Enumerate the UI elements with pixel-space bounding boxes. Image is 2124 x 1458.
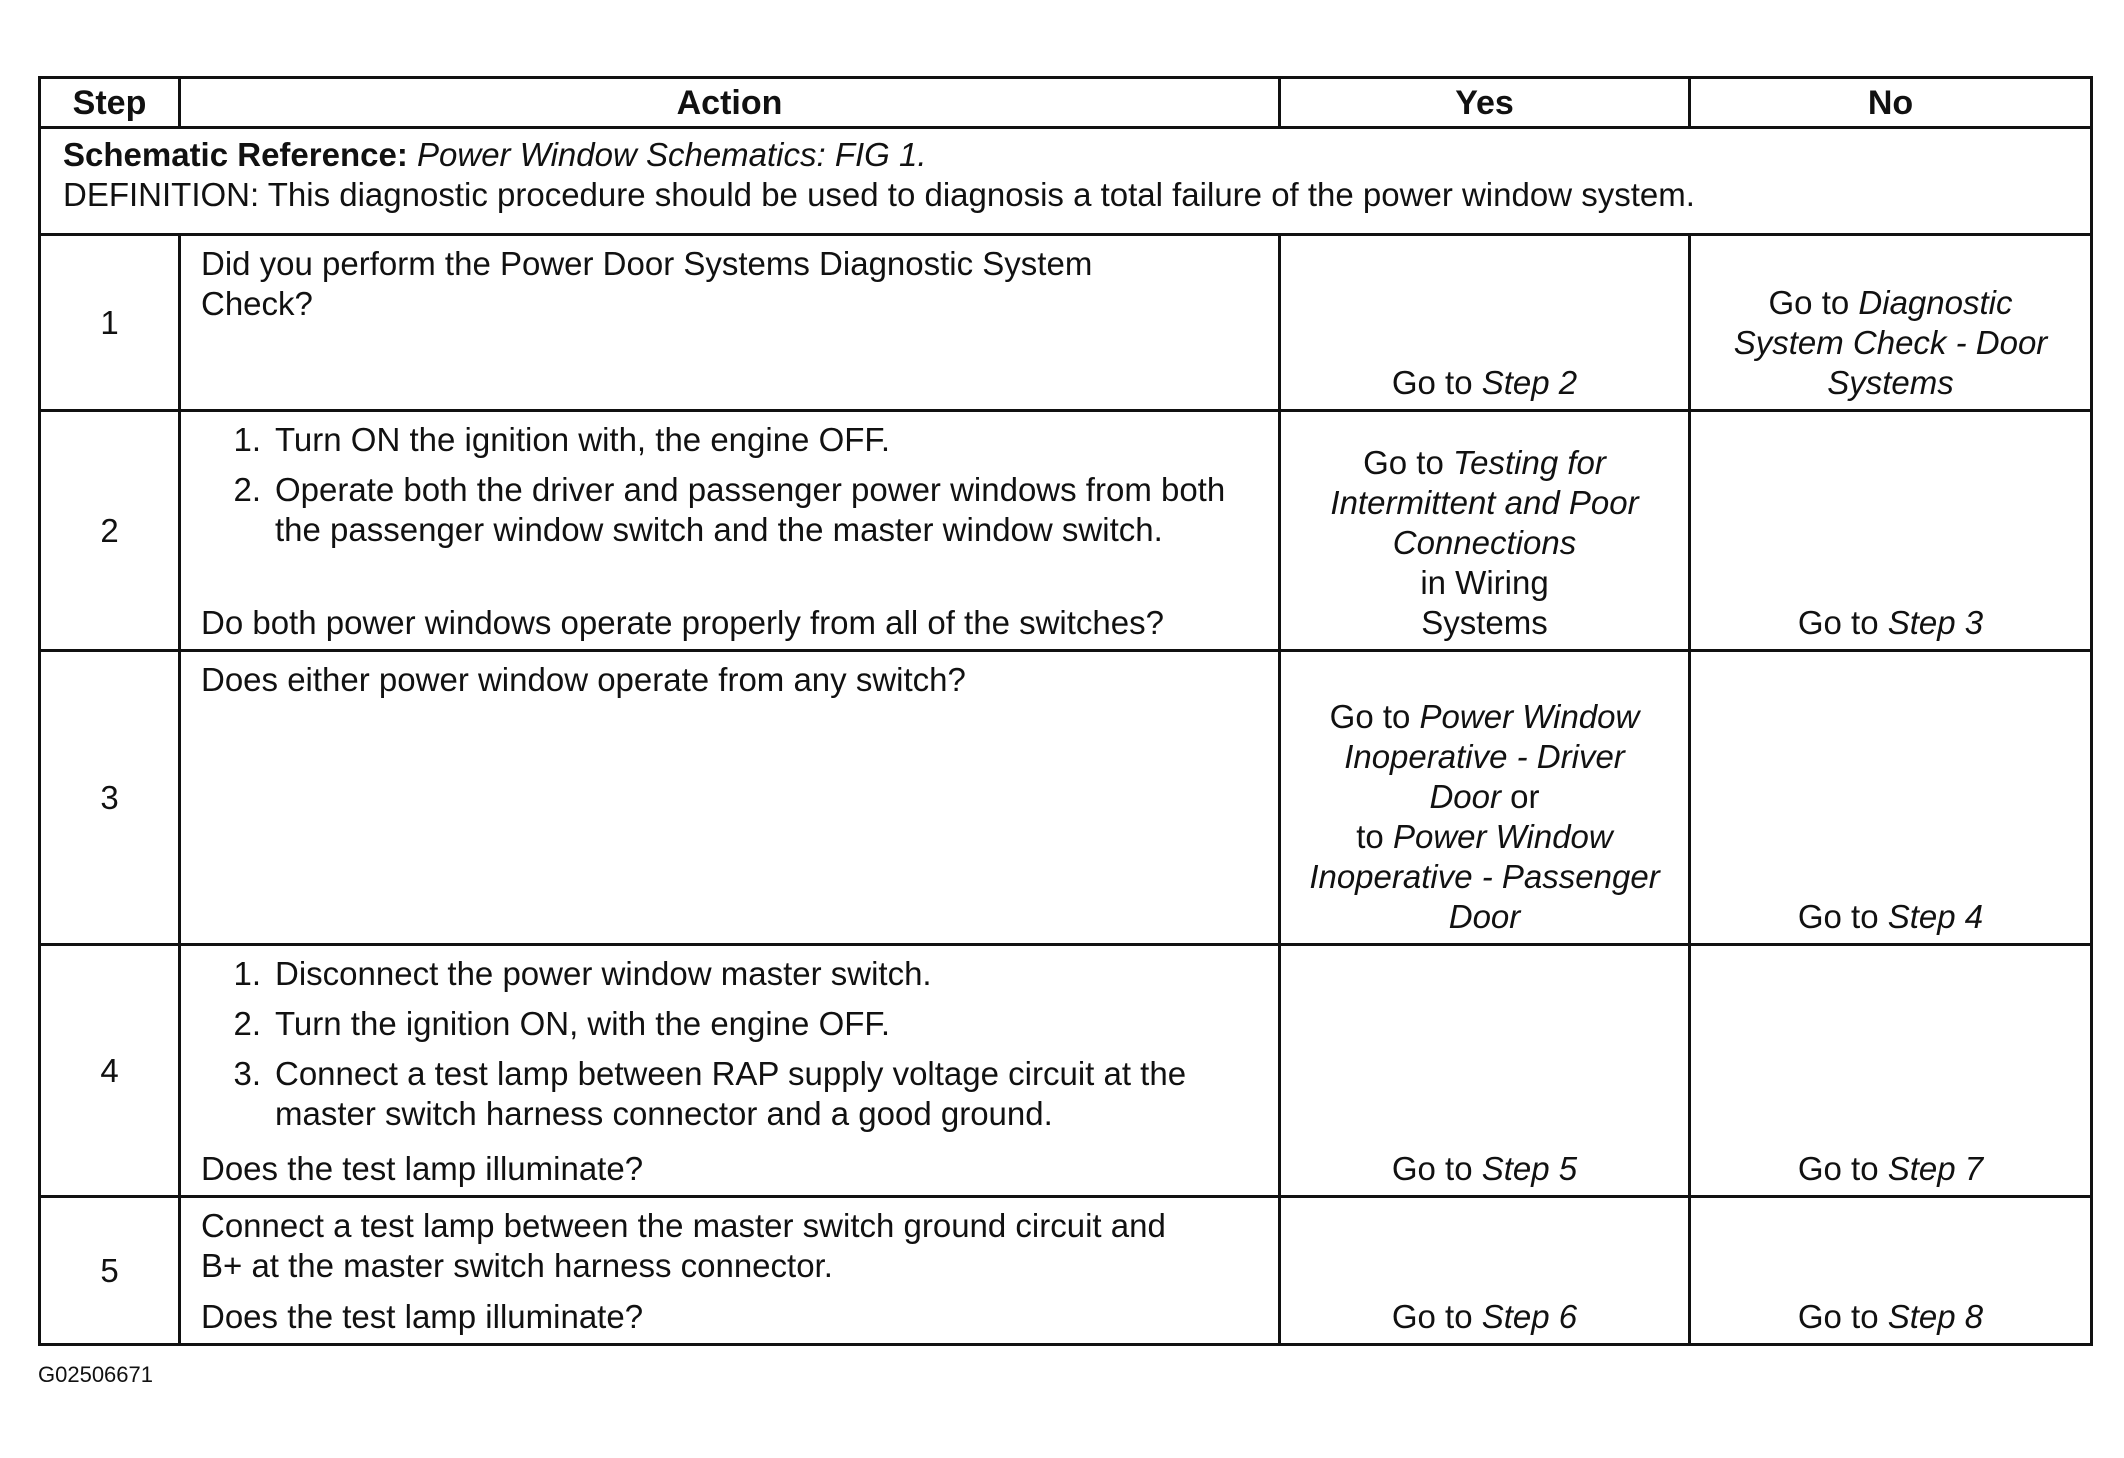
yes-cell (1280, 235, 1690, 411)
definition: DEFINITION: This diagnostic procedure should be used to diagnosis a total failure of the power window system. (63, 176, 1695, 213)
table-row (40, 411, 2092, 651)
action-steps (201, 420, 1264, 560)
reference-row (40, 128, 2092, 235)
yes-action[interactable]: Go to Step 6 (1391, 1298, 1578, 1335)
no-action[interactable]: Go to Diagnostic System Check - Door Systems (1733, 284, 2048, 401)
yes-ref[interactable]: Power Window Inoperative - Driver Door (1344, 698, 1640, 815)
schematic-reference (63, 135, 2070, 175)
no-cell (1690, 1197, 2092, 1345)
yes-cell (1280, 945, 1690, 1197)
step-number: 5 (40, 1197, 180, 1345)
action-question: Does either power window operate from any switch? (201, 661, 966, 698)
yes-ref[interactable]: Step 5 (1481, 1150, 1578, 1187)
header-row (40, 78, 2092, 128)
action-steps (201, 954, 1264, 1144)
no-action[interactable]: Go to Step 3 (1797, 604, 1984, 641)
yes-action[interactable]: Go to Step 2 (1391, 364, 1578, 401)
table-row (40, 1197, 2092, 1345)
list-item: 3. Connect a test lamp between RAP supply voltage circuit at the master switch harness connector and a good ground. (233, 1055, 1187, 1132)
yes-cell (1280, 1197, 1690, 1345)
yes-ref[interactable]: Step 6 (1481, 1298, 1578, 1335)
action-cell (180, 1197, 1280, 1345)
action-cell (180, 945, 1280, 1197)
header-step: Step (40, 78, 180, 128)
table-row (40, 235, 2092, 411)
yes-cell (1280, 651, 1690, 945)
header-action: Action (180, 78, 1280, 128)
header-yes: Yes (1280, 78, 1690, 128)
no-cell (1690, 235, 2092, 411)
no-action[interactable]: Go to Step 7 (1797, 1150, 1984, 1187)
diagnostic-table (38, 76, 2093, 1346)
schematic-link[interactable]: Power Window Schematics: FIG 1. (417, 136, 927, 173)
no-action[interactable]: Go to Step 4 (1797, 898, 1984, 935)
no-cell (1690, 651, 2092, 945)
yes-action[interactable]: Go to Power Window Inoperative - Driver Door or to Power Window Inoperative - Passenger Door (1309, 698, 1660, 935)
figure-id: G02506671 (38, 1362, 153, 1387)
action-question: Does the test lamp illuminate? (201, 1150, 644, 1187)
list-item: 2. Operate both the driver and passenger power windows from both the passenger window switch and the master window switch. (233, 471, 1226, 548)
step-number: 2 (40, 411, 180, 651)
list-item: 1. Disconnect the power window master switch. (233, 955, 932, 992)
step-number: 3 (40, 651, 180, 945)
no-ref[interactable]: Step 3 (1887, 604, 1984, 641)
no-cell (1690, 411, 2092, 651)
no-ref[interactable]: Step 8 (1887, 1298, 1984, 1335)
list-item: 1. Turn ON the ignition with, the engine OFF. (233, 421, 891, 458)
table-row (40, 945, 2092, 1197)
list-item: 2. Turn the ignition ON, with the engine OFF. (233, 1005, 891, 1042)
action-cell (180, 651, 1280, 945)
action-cell (180, 235, 1280, 411)
no-ref[interactable]: Step 7 (1887, 1150, 1984, 1187)
no-ref[interactable]: Step 4 (1887, 898, 1984, 935)
yes-cell (1280, 411, 1690, 651)
yes-ref-2[interactable]: Power Window Inoperative - Passenger Door (1309, 818, 1660, 935)
table-row (40, 651, 2092, 945)
no-action[interactable]: Go to Step 8 (1797, 1298, 1984, 1335)
action-question: Do both power windows operate properly from all of the switches? (201, 604, 1164, 641)
step-number: 4 (40, 945, 180, 1197)
yes-ref[interactable]: Testing for Intermittent and Poor Connections (1330, 444, 1639, 561)
action-question: Did you perform the Power Door Systems Diagnostic System Check? (201, 245, 1093, 322)
header-no: No (1690, 78, 2092, 128)
yes-ref[interactable]: Step 2 (1481, 364, 1578, 401)
step-number: 1 (40, 235, 180, 411)
schematic-label: Schematic Reference: (63, 136, 408, 173)
reference-cell (40, 128, 2092, 235)
no-ref[interactable]: Diagnostic System Check - Door Systems (1733, 284, 2048, 401)
no-cell (1690, 945, 2092, 1197)
yes-action[interactable]: Go to Testing for Intermittent and Poor Connections in Wiring Systems (1330, 444, 1639, 641)
action-intro: Connect a test lamp between the master switch ground circuit and B+ at the master switch harness connector. (201, 1207, 1166, 1284)
action-cell (180, 411, 1280, 651)
yes-suffix: in Wiring Systems (1420, 564, 1549, 641)
yes-action[interactable]: Go to Step 5 (1391, 1150, 1578, 1187)
action-question: Does the test lamp illuminate? (201, 1298, 644, 1335)
